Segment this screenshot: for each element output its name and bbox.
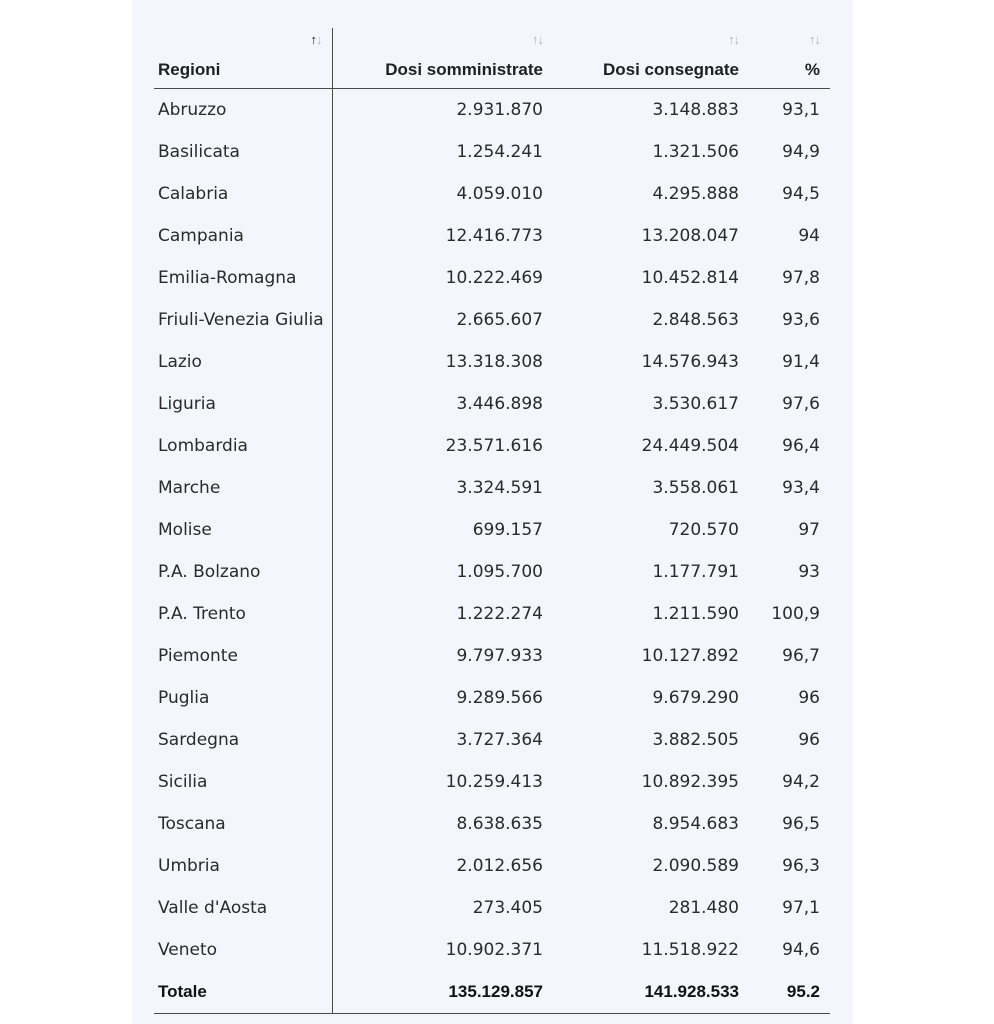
dosi-somministrate-cell: 1.222.274	[456, 604, 543, 624]
region-cell: Friuli-Venezia Giulia	[154, 299, 332, 341]
dosi-somministrate-cell: 3.727.364	[456, 730, 543, 750]
dosi-consegnate-cell: 1.321.506	[652, 142, 739, 162]
dosi-somministrate-cell: 3.446.898	[456, 394, 543, 414]
table-row	[154, 635, 830, 677]
percent-cell: 96,7	[782, 646, 820, 666]
dosi-somministrate-cell: 8.638.635	[456, 814, 543, 834]
percent-cell: 97	[798, 520, 820, 540]
dosi-somministrate-cell: 12.416.773	[445, 226, 543, 246]
dosi-consegnate-cell: 11.518.922	[641, 940, 739, 960]
dosi-somministrate-cell: 23.571.616	[445, 436, 543, 456]
dosi-somministrate-cell: 3.324.591	[456, 478, 543, 498]
percent-cell: 94,9	[782, 142, 820, 162]
region-cell: Valle d'Aosta	[154, 887, 332, 929]
table-row	[154, 887, 830, 929]
table-row	[154, 509, 830, 551]
header-row	[154, 28, 830, 89]
total-label: Totale	[154, 971, 332, 1014]
percent-cell: 96,3	[782, 856, 820, 876]
dosi-consegnate-cell: 14.576.943	[641, 352, 739, 372]
table-row	[154, 257, 830, 299]
region-cell: Umbria	[154, 845, 332, 887]
percent-cell: 93,6	[782, 310, 820, 330]
dosi-consegnate-cell: 2.090.589	[652, 856, 739, 876]
dosi-somministrate-cell: 1.095.700	[456, 562, 543, 582]
dosi-somministrate-cell: 4.059.010	[456, 184, 543, 204]
region-cell: Sardegna	[154, 719, 332, 761]
dosi-consegnate-cell: 3.882.505	[652, 730, 739, 750]
dosi-consegnate-cell: 24.449.504	[641, 436, 739, 456]
sort-icon[interactable]: ↑↓	[728, 32, 739, 47]
table-row	[154, 173, 830, 215]
table-row	[154, 131, 830, 173]
dosi-consegnate-cell: 4.295.888	[652, 184, 739, 204]
table-row	[154, 467, 830, 509]
region-cell: Marche	[154, 467, 332, 509]
dosi-somministrate-cell: 2.012.656	[456, 856, 543, 876]
header-percent[interactable]	[749, 28, 830, 89]
region-cell: Abruzzo	[154, 89, 332, 132]
dosi-consegnate-cell: 10.127.892	[641, 646, 739, 666]
dosi-somministrate-cell: 13.318.308	[445, 352, 543, 372]
dosi-somministrate-cell: 2.931.870	[456, 100, 543, 120]
table-row	[154, 215, 830, 257]
percent-cell: 93,1	[782, 100, 820, 120]
percent-cell: 100,9	[771, 604, 820, 624]
header-label: Dosi consegnate	[602, 60, 739, 79]
dosi-consegnate-cell: 720.570	[668, 520, 739, 540]
dosi-somministrate-cell: 2.665.607	[456, 310, 543, 330]
percent-cell: 94	[798, 226, 820, 246]
dosi-consegnate-cell: 3.558.061	[652, 478, 739, 498]
dosi-somministrate-cell: 9.797.933	[456, 646, 543, 666]
vaccine-doses-table	[154, 28, 830, 1014]
dosi-consegnate-cell: 8.954.683	[652, 814, 739, 834]
percent-cell: 94,2	[782, 772, 820, 792]
dosi-somministrate-cell: 10.222.469	[445, 268, 543, 288]
dosi-consegnate-cell: 3.148.883	[652, 100, 739, 120]
dosi-consegnate-cell: 281.480	[668, 898, 739, 918]
percent-cell: 94,6	[782, 940, 820, 960]
dosi-somministrate-cell: 10.259.413	[445, 772, 543, 792]
region-cell: Lombardia	[154, 425, 332, 467]
header-label: Regioni	[158, 60, 221, 79]
dosi-consegnate-cell: 10.892.395	[641, 772, 739, 792]
dosi-consegnate-cell: 1.211.590	[652, 604, 739, 624]
table-row	[154, 593, 830, 635]
percent-cell: 96	[798, 688, 820, 708]
table-row	[154, 677, 830, 719]
table-row	[154, 803, 830, 845]
region-cell: Molise	[154, 509, 332, 551]
header-dosi-consegnate[interactable]	[553, 28, 749, 89]
dosi-consegnate-cell: 13.208.047	[641, 226, 739, 246]
region-cell: P.A. Trento	[154, 593, 332, 635]
region-cell: Calabria	[154, 173, 332, 215]
percent-cell: 97,1	[782, 898, 820, 918]
table-row	[154, 845, 830, 887]
total-dosi-somministrate: 135.129.857	[332, 971, 553, 1014]
table-row	[154, 761, 830, 803]
percent-cell: 96,4	[782, 436, 820, 456]
dosi-consegnate-cell: 3.530.617	[652, 394, 739, 414]
dosi-consegnate-cell: 9.679.290	[652, 688, 739, 708]
table-row	[154, 341, 830, 383]
table-row	[154, 425, 830, 467]
region-cell: Campania	[154, 215, 332, 257]
dosi-somministrate-cell: 273.405	[472, 898, 543, 918]
sort-icon[interactable]: ↑↓	[310, 32, 322, 47]
table-row	[154, 929, 830, 971]
region-cell: Basilicata	[154, 131, 332, 173]
table-row	[154, 551, 830, 593]
dosi-somministrate-cell: 9.289.566	[456, 688, 543, 708]
region-cell: Liguria	[154, 383, 332, 425]
table-body	[154, 89, 830, 972]
header-label: Dosi somministrate	[385, 60, 543, 79]
region-cell: P.A. Bolzano	[154, 551, 332, 593]
percent-cell: 97,8	[782, 268, 820, 288]
header-regioni[interactable]	[154, 28, 332, 89]
dosi-somministrate-cell: 10.902.371	[445, 940, 543, 960]
header-label: %	[804, 60, 820, 79]
dosi-consegnate-cell: 1.177.791	[652, 562, 739, 582]
dosi-somministrate-cell: 1.254.241	[456, 142, 543, 162]
table-row	[154, 719, 830, 761]
percent-cell: 96,5	[782, 814, 820, 834]
sort-icon[interactable]: ↑↓	[532, 32, 543, 47]
header-dosi-somministrate[interactable]	[332, 28, 553, 89]
percent-cell: 91,4	[782, 352, 820, 372]
region-cell: Emilia-Romagna	[154, 257, 332, 299]
sort-icon[interactable]: ↑↓	[809, 32, 820, 47]
region-cell: Piemonte	[154, 635, 332, 677]
region-cell: Sicilia	[154, 761, 332, 803]
table-row	[154, 89, 830, 132]
table-row	[154, 299, 830, 341]
region-cell: Puglia	[154, 677, 332, 719]
percent-cell: 93	[798, 562, 820, 582]
percent-cell: 93,4	[782, 478, 820, 498]
total-percent: 95.2	[749, 971, 830, 1014]
total-dosi-consegnate: 141.928.533	[553, 971, 749, 1014]
percent-cell: 97,6	[782, 394, 820, 414]
region-cell: Toscana	[154, 803, 332, 845]
percent-cell: 96	[798, 730, 820, 750]
region-cell: Lazio	[154, 341, 332, 383]
total-row	[154, 971, 830, 1014]
dosi-consegnate-cell: 10.452.814	[641, 268, 739, 288]
dosi-somministrate-cell: 699.157	[472, 520, 543, 540]
percent-cell: 94,5	[782, 184, 820, 204]
dosi-consegnate-cell: 2.848.563	[652, 310, 739, 330]
region-cell: Veneto	[154, 929, 332, 971]
table-row	[154, 383, 830, 425]
